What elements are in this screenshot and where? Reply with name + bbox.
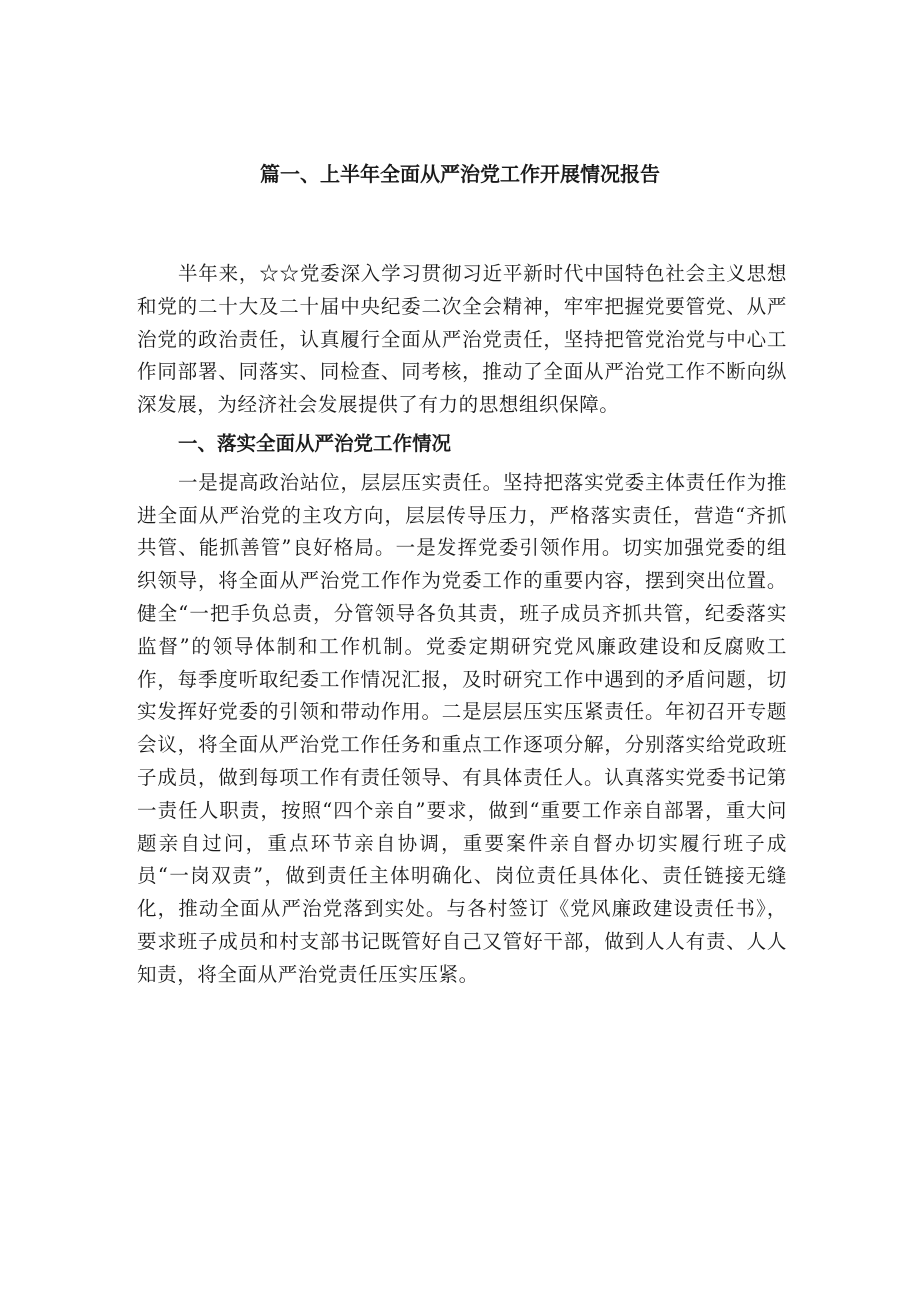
document-title: 篇一、上半年全面从严治党工作开展情况报告 bbox=[260, 162, 660, 186]
section-heading: 一、落实全面从严治党工作情况 bbox=[178, 431, 452, 455]
intro-paragraph: 半年来，☆☆党委深入学习贯彻习近平新时代中国特色社会主义思想和党的二十大及二十届中央纪委二次全会精神，牢牢把握党要管党、从严治党的政治责任，认真履行全面从严治党责任，坚持把管党治党与中心工作同部署、同落实、同检查、同考核，推动了全面从严治党工作不断向纵深发展，为经济社会发展提供了有力的思想组织保障。 bbox=[137, 262, 787, 417]
document-body bbox=[137, 258, 787, 992]
section-paragraph: 一是提高政治站位，层层压实责任。坚持把落实党委主体责任作为推进全面从严治党的主攻方向，层层传导压力，严格落实责任，营造“齐抓共管、能抓善管”良好格局。一是发挥党委引领作用。切实加强党委的组织领导，将全面从严治党工作作为党委工作的重要内容，摆到突出位置。健全“一把手负总责，分管领导各负其责，班子成员齐抓共管，纪委落实监督”的领导体制和工作机制。党委定期研究党风廉政建设和反腐败工作，每季度听取纪委工作情况汇报，及时研究工作中遇到的矛盾问题，切实发挥好党委的引领和带动作用。二是层层压实压紧责任。年初召开专题会议，将全面从严治党工作任务和重点工作逐项分解，分别落实给党政班子成员，做到每项工作有责任领导、有具体责任人。认真落实党委书记第一责任人职责，按照“四个亲自”要求，做到“重要工作亲自部署，重大问题亲自过问，重点环节亲自协调，重要案件亲自督办切实履行班子成员“一岗双责”，做到责任主体明确化、岗位责任具体化、责任链接无缝化，推动全面从严治党落到实处。与各村签订《党风廉政建设责任书》，要求班子成员和村支部书记既管好自己又管好干部，做到人人有责、人人知责，将全面从严治党责任压实压紧。 bbox=[137, 470, 787, 986]
